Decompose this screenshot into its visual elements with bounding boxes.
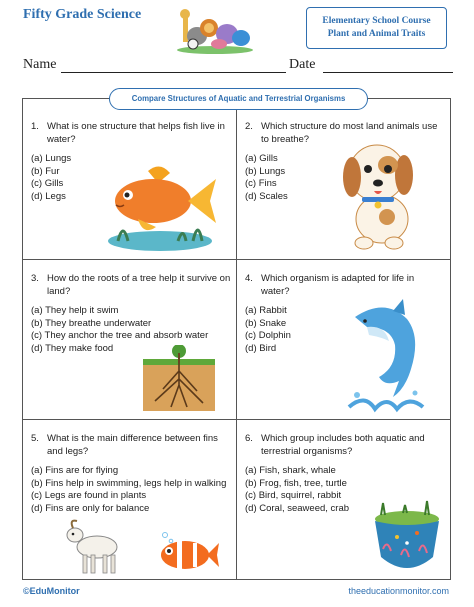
course-line-2: Plant and Animal Traits (327, 29, 426, 39)
question-text: What is the main difference between fins and legs? (47, 433, 218, 457)
question-cell-2 (237, 99, 450, 259)
question-text: Which organism is adapted for life in water? (261, 273, 415, 297)
option-a[interactable]: (a) Gills (245, 153, 278, 164)
question-number: 6. (245, 433, 253, 444)
option-b[interactable]: (b) Fur (31, 165, 60, 177)
goat-illustration (63, 519, 123, 577)
footer-brand: ©EduMonitor (23, 586, 80, 596)
animals-group-illustration (175, 8, 255, 54)
option-b[interactable]: (b) Snake (245, 317, 287, 329)
question-cell-3 (23, 259, 236, 419)
option-d[interactable]: (d) They make food (31, 342, 114, 354)
course-line-1: Elementary School Course (322, 16, 431, 26)
footer-website-link[interactable]: theeducationmonitor.com (348, 586, 449, 596)
question-cell-4 (237, 259, 450, 419)
option-c[interactable]: (c) Dolphin (245, 330, 291, 341)
section-banner: Compare Structures of Aquatic and Terrestrial Organisms (109, 88, 368, 110)
question-3 (31, 273, 231, 355)
question-number: 4. (245, 273, 253, 284)
option-a[interactable]: (a) Fish, shark, whale (245, 465, 336, 476)
option-c[interactable]: (c) They anchor the tree and absorb water (31, 330, 209, 341)
option-d[interactable]: (d) Bird (245, 342, 277, 354)
option-d[interactable]: (d) Legs (31, 190, 66, 202)
question-text: What is one structure that helps fish live in water? (47, 121, 225, 145)
question-number: 3. (31, 273, 39, 284)
name-field-line[interactable] (61, 72, 286, 73)
question-number: 5. (31, 433, 39, 444)
question-5 (31, 433, 231, 515)
question-cell-1 (23, 99, 236, 259)
option-b[interactable]: (b) They breathe underwater (31, 317, 152, 329)
dolphin-illustration (345, 297, 430, 415)
question-cell-6 (237, 419, 450, 579)
date-field-line[interactable] (323, 72, 453, 73)
option-d[interactable]: (d) Fins are only for balance (31, 502, 150, 514)
question-number: 1. (31, 121, 39, 132)
option-d[interactable]: (d) Coral, seaweed, crab (245, 502, 350, 514)
tree-roots-illustration (143, 345, 215, 411)
option-c[interactable]: (c) Legs are found in plants (31, 490, 147, 501)
option-a[interactable]: (a) Fins are for flying (31, 465, 119, 476)
question-number: 2. (245, 121, 253, 132)
clownfish-illustration (155, 529, 219, 573)
question-grid (22, 98, 451, 580)
question-cell-5 (23, 419, 236, 579)
worksheet-title: Fifty Grade Science (23, 7, 142, 22)
option-b[interactable]: (b) Frog, fish, tree, turtle (245, 477, 347, 489)
puppy-illustration (332, 137, 427, 252)
option-c[interactable]: (c) Fins (245, 178, 277, 189)
question-text: Which group includes both aquatic and terrestrial organisms? (261, 433, 425, 457)
question-text: How do the roots of a tree help it survive on land? (47, 273, 231, 297)
date-label: Date (289, 57, 316, 72)
option-d[interactable]: (d) Scales (245, 190, 288, 202)
option-c[interactable]: (c) Gills (31, 178, 64, 189)
option-a[interactable]: (a) Lungs (31, 153, 72, 164)
course-info-box (306, 7, 447, 49)
option-b[interactable]: (b) Lungs (245, 165, 286, 177)
name-label: Name (23, 57, 57, 72)
option-a[interactable]: (a) They help it swim (31, 305, 119, 316)
goldfish-illustration (98, 161, 223, 253)
option-a[interactable]: (a) Rabbit (245, 305, 287, 316)
option-c[interactable]: (c) Bird, squirrel, rabbit (245, 490, 342, 501)
question-text: Which structure do most land animals use to breathe? (261, 121, 438, 145)
ecosystem-island-illustration (367, 499, 447, 579)
option-b[interactable]: (b) Fins help in swimming, legs help in walking (31, 477, 227, 489)
